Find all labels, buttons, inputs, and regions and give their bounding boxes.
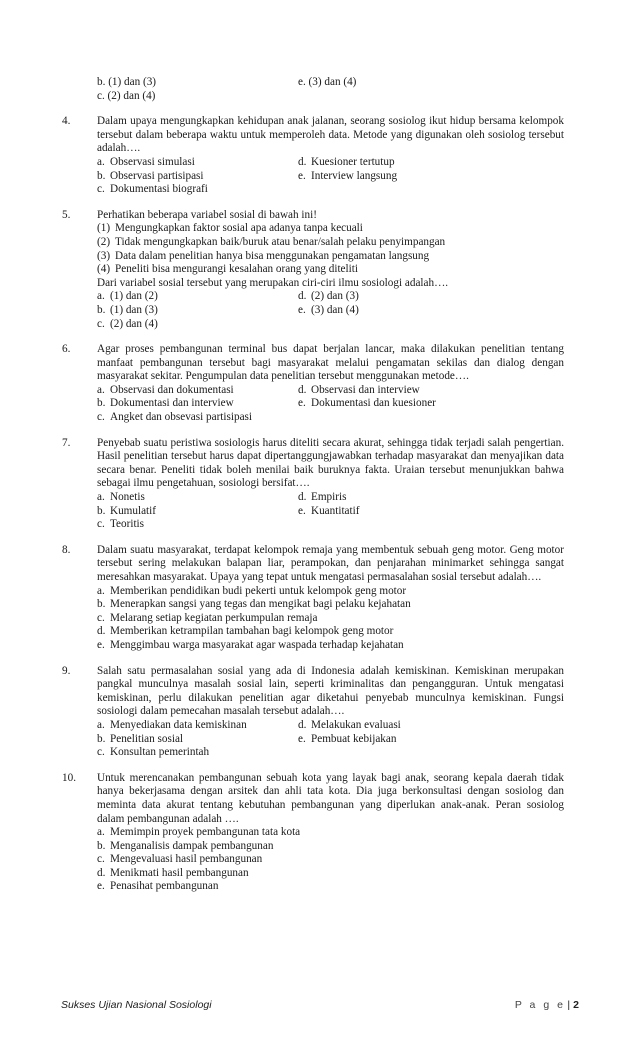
option-d: d. (2) dan (3) [298,290,359,303]
option-d: d. Kuesioner tertutup [298,155,395,168]
option-row [97,397,564,411]
option-row [97,746,564,760]
option-d: d. Observasi dan interview [298,383,420,396]
question-3-tail [80,76,564,103]
option-b: b. (1) dan (3) [97,303,158,316]
option-d: d. Memberikan ketrampilan tambahan bagi kelompok geng motor [97,625,394,638]
option-c: c. Konsultan pemerintah [97,746,210,759]
question-number: 4. [62,115,71,128]
option-b: b. (1) dan (3) [97,76,157,88]
option-row [97,183,564,197]
option-row [97,304,564,318]
option-row [97,491,564,505]
option-c: c. Melarang setiap kegiatan perkumpulan remaja [97,611,318,624]
question-9 [62,664,564,760]
question-text: Penyebab suatu peristiwa sosiologis harus diteliti secara akurat, sehingga tidak terjadi salah pengertian. Hasil penelitian tersebut harus dapat dipertanggungjawabkan terhadap masyarakat dan menyajikan data secara benar. Peneliti tidak boleh menilai baik buruknya fakta. Uraian tersebut menunjukkan bahwa sebagai ilmu pengetahuan, sosiologi bersifat…. [97,436,564,490]
option-e: e. (3) dan (4) [298,76,357,88]
option-c: c. Mengevaluasi hasil pembangunan [97,853,263,866]
option-row [97,719,564,733]
document-body [62,76,564,894]
option-c: c. Teoritis [97,518,145,531]
statement-3: (3) Data dalam penelitian hanya bisa menggunakan pengamatan langsung [97,249,430,262]
option-a: a. Observasi simulasi [97,155,195,168]
option-row [97,318,564,332]
option-e: e. Dokumentasi dan kuesioner [298,397,436,410]
option-row [97,505,564,519]
footer-title: Sukses Ujian Nasional Sosiologi [61,999,212,1011]
page-label: P a g e [514,999,566,1011]
option-a: a. Memberikan pendidikan budi pekerti untuk kelompok geng motor [97,584,407,597]
statement-1: (1) Mengungkapkan faktor sosial apa adanya tanpa kecuali [97,222,363,235]
statement-4: (4) Peneliti bisa mengurangi kesalahan orang yang diteliti [97,263,358,276]
statement-2: (2) Tidak mengungkapkan baik/buruk atau benar/salah pelaku penyimpangan [97,235,446,248]
question-7 [62,436,564,532]
option-row [97,290,564,304]
option-d: d. Menikmati hasil pembangunan [97,866,249,879]
question-text: Dalam suatu masyarakat, terdapat kelompok remaja yang membentuk sebuah geng motor. Geng motor tersebut sering melakukan balapan liar, perampokan, dan penjarahan minimarket sehingga sangat meresahkan masyarakat. Upaya yang tepat untuk mengatasi permasalahan sosial tersebut adalah…. [97,543,564,583]
question-number: 9. [62,664,71,677]
option-e: e. Pembuat kebijakan [298,732,397,745]
option-a: a. Observasi dan dokumentasi [97,383,234,396]
option-e: e. Kuantitatif [298,504,360,517]
option-e: e. (3) dan (4) [298,303,359,316]
option-a: a. Memimpin proyek pembangunan tata kota [97,826,301,839]
question-4 [62,115,564,197]
option-c: c. Angket dan obsevasi partisipasi [97,411,252,424]
question-number: 8. [62,543,71,556]
option-e: e. Menggimbau warga masyarakat agar waspada terhadap kejahatan [97,638,404,651]
option-b: b. Penelitian sosial [97,732,184,745]
option-d: d. Melakukan evaluasi [298,718,401,731]
question-text: Agar proses pembangunan terminal bus dapat berjalan lancar, maka dilakukan penelitian tentang manfaat pembangunan tersebut bagi masyarakat melalui pengamatan sekilas dan dialog dengan masyarakat sekitar. Pengumpulan data penelitian tersebut menggunakan metode…. [97,343,564,383]
option-c: c. Dokumentasi biografi [97,183,208,196]
option-b: b. Menerapkan sangsi yang tegas dan mengikat bagi pelaku kejahatan [97,598,411,611]
page-indicator [515,999,579,1012]
option-a: a. Nonetis [97,491,145,504]
option-a: a. (1) dan (2) [97,290,158,303]
question-intro: Perhatikan beberapa variabel sosial di bawah ini! [97,208,317,221]
option-b: b. Kumulatif [97,504,156,517]
page-number: 2 [573,999,579,1011]
option-e: e. Interview langsung [298,169,398,182]
option-row [97,156,564,170]
option-b: b. Menganalisis dampak pembangunan [97,839,274,852]
question-6 [62,343,564,425]
question-10 [62,771,564,894]
page-footer [61,999,579,1012]
option-e: e. Penasihat pembangunan [97,880,219,893]
question-8 [62,543,564,653]
option-row [97,90,564,104]
option-row [97,733,564,747]
option-c: c. (2) dan (4) [97,89,156,102]
question-text: Untuk merencanakan pembangunan sebuah kota yang layak bagi anak, seorang kepala daerah tidak hanya bekerjasama dengan arsitek dan ahli tata kota. Dia juga berkonsultasi dengan sosiolog dan meminta data akurat tentang kebutuhan pembangunan yang diperlukan anak-anak. Peran sosiolog dalam pembangunan adalah …. [97,771,564,825]
question-number: 7. [62,436,71,449]
option-a: a. Menyediakan data kemiskinan [97,718,247,731]
option-c: c. (2) dan (4) [97,317,158,330]
question-text: Dalam upaya mengungkapkan kehidupan anak jalanan, seorang sosiolog ikut hidup bersama kelompok tersebut dalam beberapa waktu untuk memperoleh data. Metode yang digunakan oleh sosiolog tersebut adalah…. [97,115,564,155]
question-text: Dari variabel sosial tersebut yang merupakan ciri-ciri ilmu sosiologi adalah…. [97,276,449,289]
question-text: Salah satu permasalahan sosial yang ada di Indonesia adalah kemiskinan. Kemiskinan merupakan pangkal munculnya masalah sosial lain, seperti kriminalitas dan pengangguran. Untuk mengatasi kemiskinan, perlu dilakukan penelitian agar diketahui penyebab munculnya kemiskinan. Fungsi sosiologi dalam pemecahan masalah tersebut adalah…. [97,664,564,718]
page-separator: | [567,999,571,1011]
option-row [97,76,564,90]
option-b: b. Dokumentasi dan interview [97,397,234,410]
question-number: 10. [62,771,76,784]
option-d: d. Empiris [298,491,347,504]
question-number: 6. [62,343,71,356]
question-number: 5. [62,208,71,221]
option-row [97,411,564,425]
option-b: b. Observasi partisipasi [97,169,204,182]
option-row [97,518,564,532]
question-5 [62,208,564,331]
option-row [97,170,564,184]
option-row [97,384,564,398]
